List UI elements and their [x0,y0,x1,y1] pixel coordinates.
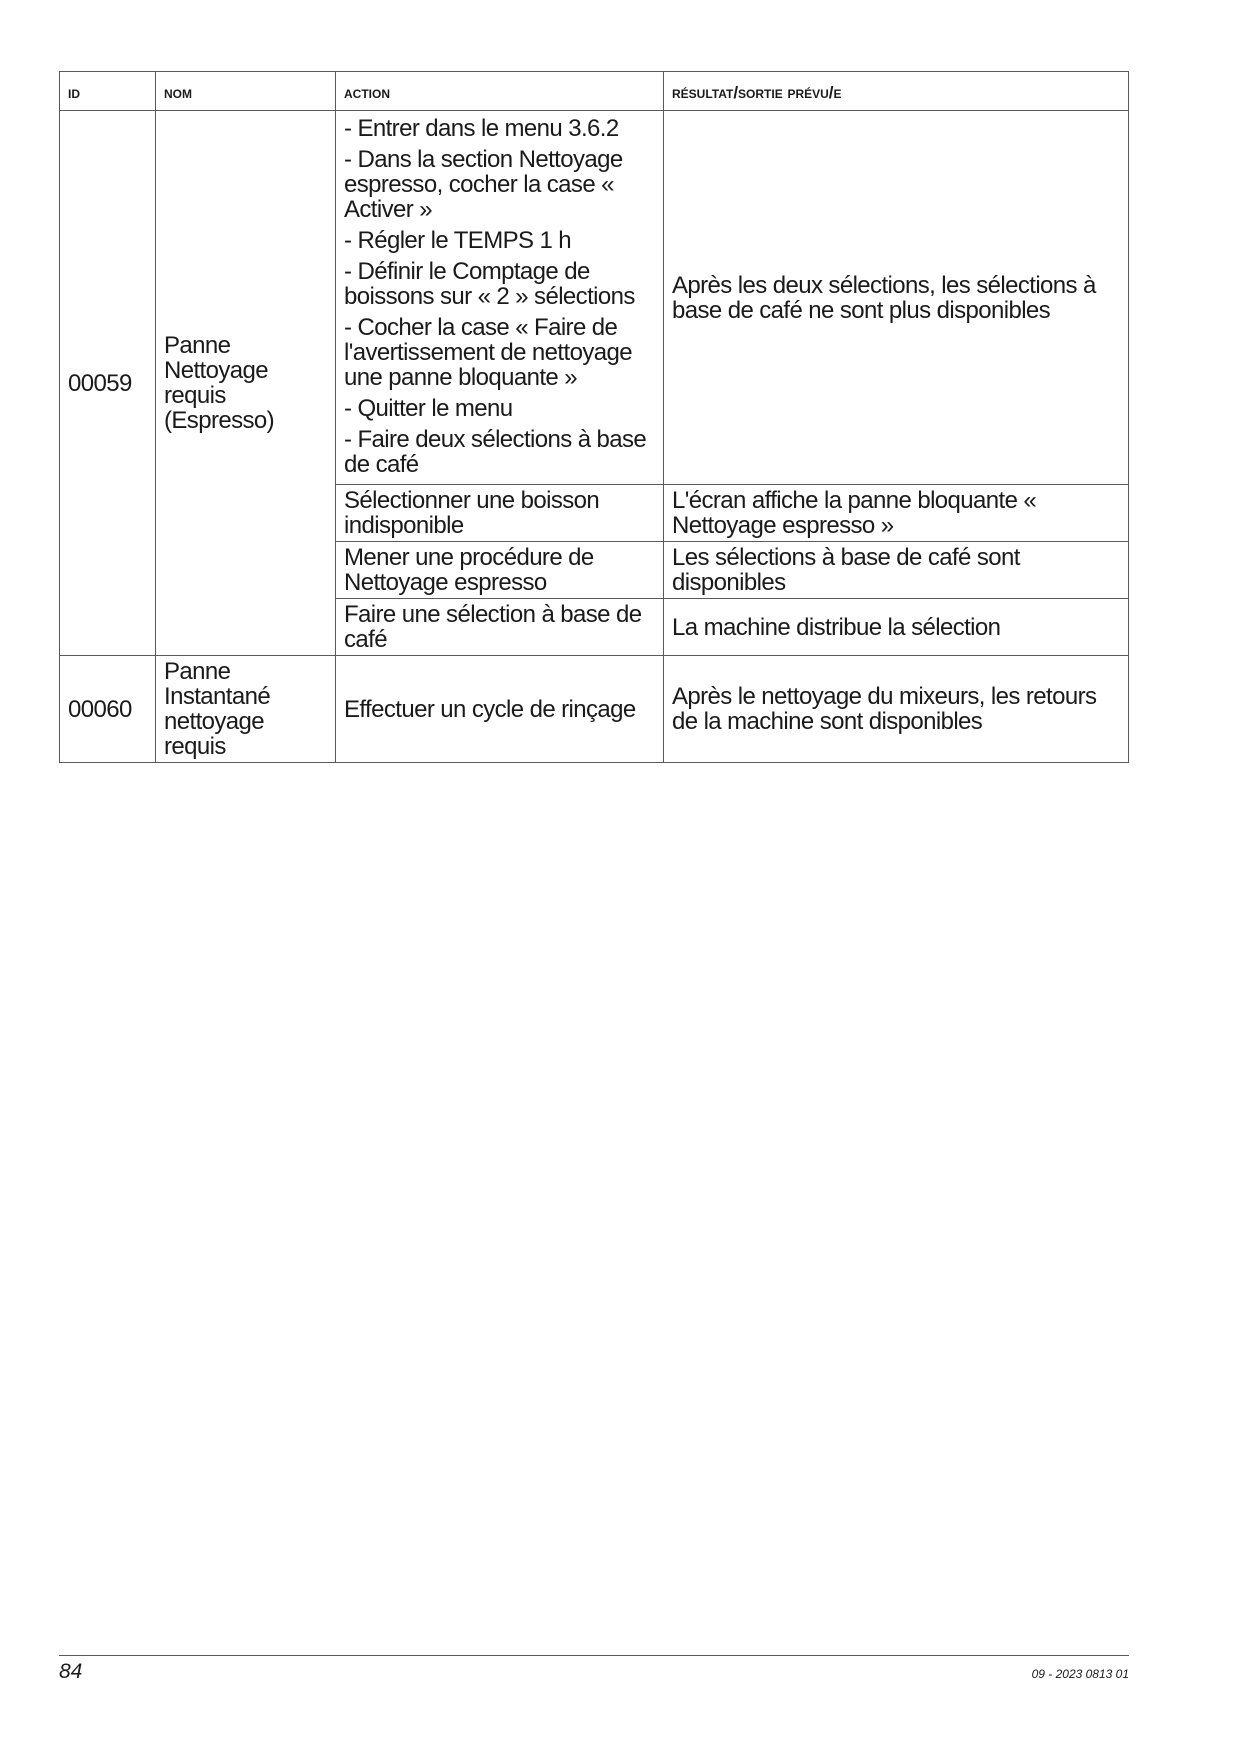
action-step: - Entrer dans le menu 3.6.2 [344,115,619,142]
document-code: 09 - 2023 0813 01 [1031,1667,1129,1681]
header-action: action [336,72,664,111]
action-step: - Dans la section Nettoyage espresso, cocher la case « Activer » [344,146,623,223]
row-action-cell: Mener une procédure de Nettoyage espresso [336,542,664,599]
row-id-cell: 00059 [60,111,156,656]
action-step: - Quitter le menu [344,395,513,422]
row-action-cell: Effectuer un cycle de rinçage [336,656,664,763]
action-step: - Régler le TEMPS 1 h [344,227,572,254]
row-nom-cell: Panne Nettoyage requis (Espresso) [156,111,336,656]
row-action-cell: Sélectionner une boisson indisponible [336,485,664,542]
table-row [60,656,1129,763]
action-step: - Cocher la case « Faire de l'avertissement de nettoyage une panne bloquante » [344,314,632,391]
row-result-cell: Après le nettoyage du mixeurs, les retours de la machine sont disponibles [664,656,1129,763]
action-step-list [344,114,655,481]
row-action-cell [336,111,664,485]
row-nom-cell: Panne Instantané nettoyage requis [156,656,336,763]
header-nom: nom [156,72,336,111]
table-header-row [60,72,1129,111]
header-id: id [60,72,156,111]
test-case-table [59,71,1129,763]
action-step: - Faire deux sélections à base de café [344,426,647,478]
page-number: 84 [59,1660,83,1683]
action-step: - Définir le Comptage de boissons sur « 2 » sélections [344,258,635,310]
footer-divider [59,1655,1129,1656]
row-result-cell: La machine distribue la sélection [664,599,1129,656]
header-result: résultat/sortie prévu/e [664,72,1129,111]
row-action-cell: Faire une sélection à base de café [336,599,664,656]
row-id-cell: 00060 [60,656,156,763]
row-result-cell: L'écran affiche la panne bloquante « Nettoyage espresso » [664,485,1129,542]
table-row [60,111,1129,485]
row-result-cell: Les sélections à base de café sont disponibles [664,542,1129,599]
row-result-cell: Après les deux sélections, les sélections à base de café ne sont plus disponibles [664,111,1129,485]
